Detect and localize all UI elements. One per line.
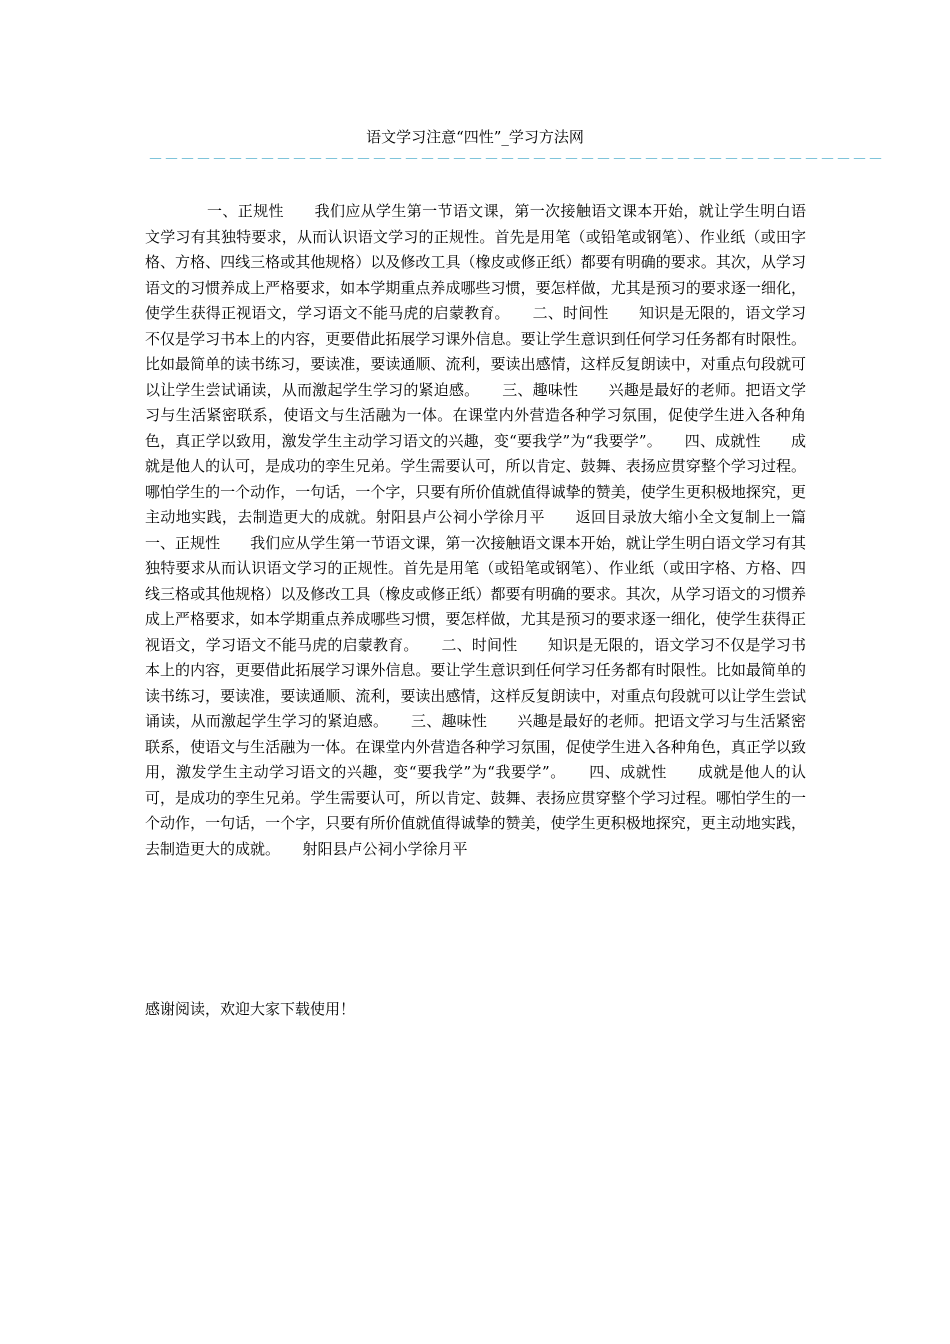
article-body: 一、正规性 我们应从学生第一节语文课，第一次接触语文课本开始，就让学生明白语文学习有其独特要求，从而认识语文学习的正规性。首先是用笔（或铅笔或钢笔）、作业纸（或田字格、方格、四线三格或其他规格）以及修改工具（橡皮或修正纸）都要有明确的要求。其次，从学习语文的习惯养成上严格要求，如本学期重点养成哪些习惯，要怎样做，尤其是预习的要求逐一细化，使学生获得正视语文，学习语文不能马虎的启蒙教育。 二、时间性 知识是无限的，语文学习不仅是学习书本上的内容，更要借此拓展学习课外信息。要让学生意识到任何学习任务都有时限性。比如最简单的读书练习，要读准，要读通顺、流利，要读出感情，这样反复朗读中，对重点句段就可以让学生尝试诵读，从而激起学生学习的紧迫感。 三、趣味性 兴趣是最好的老师。把语文学习与生活紧密联系，使语文与生活融为一体。在课堂内外营造各种学习氛围，促使学生进入各种角色，真正学以致用，激发学生主动学习语文的兴趣，变“要我学”为“我要学”。 四、成就性 成就是他人的认可，是成功的孪生兄弟。学生需要认可，所以肯定、鼓舞、表扬应贯穿整个学习过程。哪怕学生的一个动作，一句话，一个字，只要有所价值就值得诚挚的赞美，使学生更积极地探究，更主动地实践，去制造更大的成就。射阳县卢公祠小学徐月平 返回目录放大缩小全文复制上一篇 一、正规性 我们应从学生第一节语文课，第一次接触语文课本开始，就让学生明白语文学习有其独特要求从而认识语文学习的正规性。首先是用笔（或铅笔或钢笔）、作业纸（或田字格、方格、四线三格或其他规格）以及修改工具（橡皮或修正纸）都要有明确的要求。其次，从学习语文的习惯养成上严格要求，如本学期重点养成哪些习惯，要怎样做，尤其是预习的要求逐一细化，使学生获得正视语文，学习语文不能马虎的启蒙教育。 二、时间性 知识是无限的，语文学习不仅是学习书本上的内容，更要借此拓展学习课外信息。要让学生意识到任何学习任务都有时限性。比如最简单的读书练习，要读准，要读通顺、流利，要读出感情，这样反复朗读中，对重点句段就可以让学生尝试诵读，从而激起学生学习的紧迫感。 三、趣味性 兴趣是最好的老师。把语文学习与生活紧密联系，使语文与生活融为一体。在课堂内外营造各种学习氛围，促使学生进入各种角色，真正学以致用，激发学生主动学习语文的兴趣，变“要我学”为“我要学”。 四、成就性 成就是他人的认可，是成功的孪生兄弟。学生需要认可，所以肯定、鼓舞、表扬应贯穿整个学习过程。哪怕学生的一个动作，一句话，一个字，只要有所价值就值得诚挚的赞美，使学生更积极地探究，更主动地实践，去制造更大的成就。 射阳县卢公祠小学徐月平 [145,202,837,858]
page-title: 语文学习注意“四性”_学习方法网 [366,128,584,146]
closing-note: 感谢阅读，欢迎大家下载使用！ [145,1000,356,1018]
title-divider: －－－－－－－－－－－－－－－－－－－－－－－－－－－－－－－－－－－－－－－－－－－－－－ [148,150,885,168]
